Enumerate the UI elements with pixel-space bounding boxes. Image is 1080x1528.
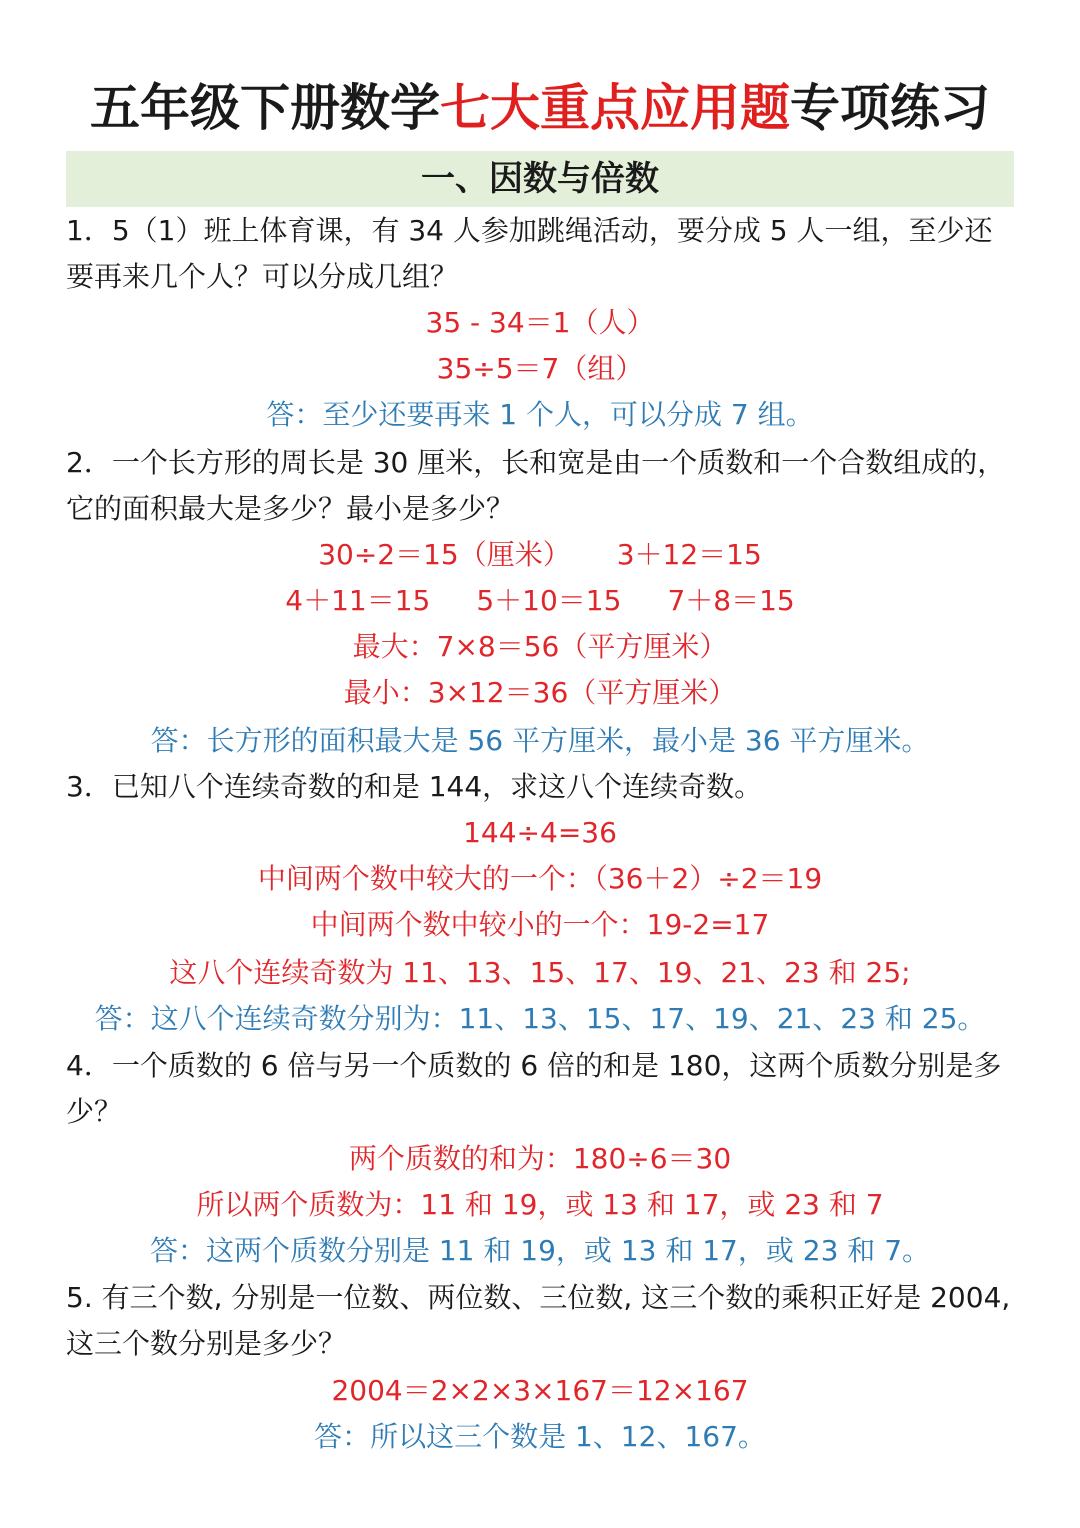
title-highlight: 七大重点应用题 <box>440 79 790 137</box>
problem-4-solution-line-2: 所以两个质数为：11 和 19，或 13 和 17，或 23 和 7 <box>196 1188 884 1221</box>
solution-item: 3＋12＝15 <box>616 538 762 571</box>
problem-5-question-line-1: 5. 有三个数, 分别是一位数、两位数、三位数, 这三个数的乘积正好是 2004, <box>66 1281 1011 1314</box>
problem-5-answer: 答：所以这三个数是 1、12、167。 <box>314 1420 766 1453</box>
problem-5-solution-line-1: 2004＝2×2×3×167＝12×167 <box>331 1374 749 1407</box>
problem-1-question-line-2: 要再来几个人？可以分成几组？ <box>66 260 459 293</box>
problem-1-solution-line-2: 35÷5＝7（组） <box>436 352 644 385</box>
problem-1-solution-line-1: 35 - 34＝1（人） <box>425 306 655 339</box>
problem-4-question-line-2: 少？ <box>66 1095 123 1128</box>
title-part-1: 五年级下册数学 <box>90 79 440 137</box>
problem-4-question-line-1: 4．一个质数的 6 倍与另一个质数的 6 倍的和是 180，这两个质数分别是多 <box>66 1049 1002 1082</box>
problem-2-question-line-2: 它的面积最大是多少？最小是多少？ <box>66 492 515 525</box>
problem-2-answer: 答：长方形的面积最大是 56 平方厘米，最小是 36 平方厘米。 <box>150 724 930 757</box>
solution-item: 30÷2＝15（厘米） <box>318 538 571 571</box>
solution-item: 7＋8＝15 <box>667 584 795 617</box>
problem-3-solution-line-3: 中间两个数中较小的一个：19-2=17 <box>310 908 770 941</box>
problem-3-solution-line-1: 144÷4=36 <box>463 816 617 849</box>
solution-item: 5＋10＝15 <box>476 584 622 617</box>
problem-2-solution-line-max: 最大：7×8＝56（平方厘米） <box>352 630 728 663</box>
section-title: 一、因数与倍数 <box>421 159 659 199</box>
problem-3-question-line-1: 3．已知八个连续奇数的和是 144，求这八个连续奇数。 <box>66 770 763 803</box>
problem-4-answer: 答：这两个质数分别是 11 和 19，或 13 和 17，或 23 和 7。 <box>149 1234 931 1267</box>
problem-1-question-line-1: 1．5（1）班上体育课，有 34 人参加跳绳活动，要分成 5 人一组，至少还 <box>66 214 993 247</box>
solution-item: 4＋11＝15 <box>285 584 431 617</box>
title-part-3: 专项练习 <box>790 79 990 137</box>
problem-3-solution-line-4: 这八个连续奇数为 11、13、15、17、19、21、23 和 25; <box>169 956 911 989</box>
problem-5-question-line-2: 这三个数分别是多少？ <box>66 1327 347 1360</box>
problem-3-answer: 答：这八个连续奇数分别为：11、13、15、17、19、21、23 和 25。 <box>94 1002 986 1035</box>
problem-4-solution-line-1: 两个质数的和为：180÷6＝30 <box>348 1142 732 1175</box>
problem-2-solution-row-2 <box>0 578 1080 624</box>
problem-2-solution-line-min: 最小：3×12＝36（平方厘米） <box>343 676 737 709</box>
problem-2-question-line-1: 2．一个长方形的周长是 30 厘米，长和宽是由一个质数和一个合数组成的， <box>66 446 1006 479</box>
problem-1-answer: 答：至少还要再来 1 个人，可以分成 7 组。 <box>266 398 814 431</box>
problem-2-solution-row-1 <box>0 532 1080 578</box>
problem-3-solution-line-2: 中间两个数中较大的一个：（36＋2）÷2＝19 <box>257 862 823 895</box>
page-title <box>0 76 1080 140</box>
